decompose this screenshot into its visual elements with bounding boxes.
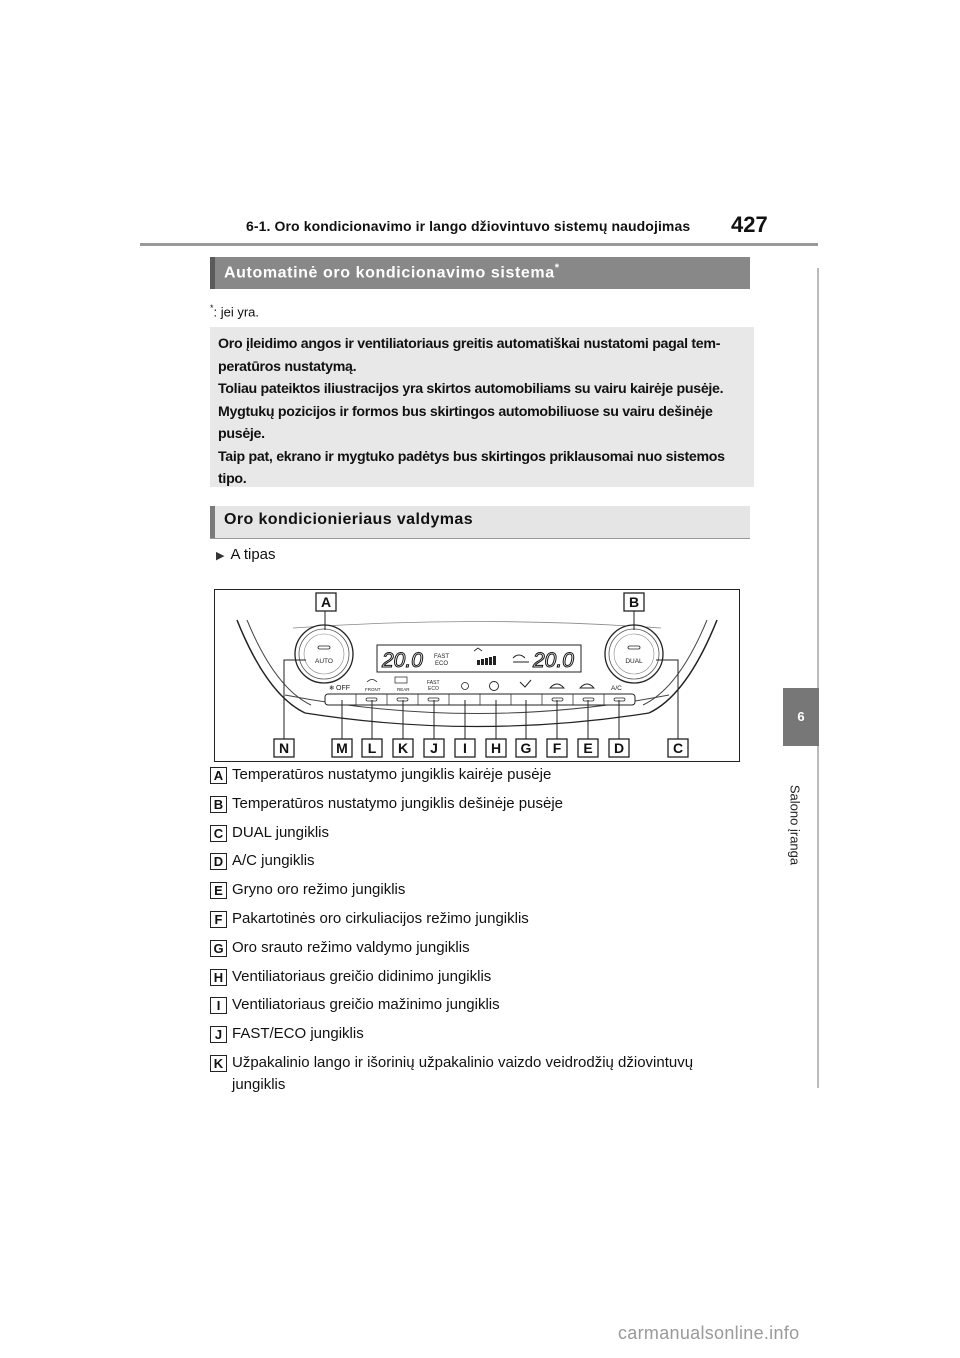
- legend-text: A/C jungiklis: [232, 852, 315, 869]
- legend-text: Temperatūros nustatymo jungiklis kairėje pusėje: [232, 766, 552, 783]
- off-label: OFF: [336, 685, 350, 692]
- callout-E: E: [583, 740, 593, 756]
- watermark: carmanualsonline.info: [618, 1323, 800, 1343]
- side-divider: [817, 268, 819, 1088]
- svg-text:❄: ❄: [329, 685, 335, 692]
- info-line: Taip pat, ekrano ir mygtuko padėtys bus skirtingos priklausomai nuo sistemos: [218, 448, 725, 465]
- legend-letter-box: J: [210, 1026, 227, 1043]
- callout-N: N: [278, 740, 290, 756]
- ac-panel-figure: [214, 589, 740, 762]
- legend-letter-box: B: [210, 796, 227, 813]
- header-divider: [140, 243, 818, 246]
- type-label: ▶ A tipas: [216, 546, 276, 563]
- callout-J: J: [430, 740, 438, 756]
- legend-text: Ventiliatoriaus greičio mažinimo jungiklis: [232, 996, 500, 1013]
- callout-M: M: [336, 740, 348, 756]
- section-bar-accent: [210, 257, 215, 289]
- info-line: Mygtukų pozicijos ir formos bus skirtingos automobiliuose su vairu dešinėje: [218, 403, 713, 420]
- section-title: Automatinė oro kondicionavimo sistema*: [224, 262, 560, 282]
- info-line: pusėje.: [218, 426, 265, 442]
- legend-text-continued: jungiklis: [232, 1076, 286, 1093]
- callout-B: B: [628, 594, 640, 610]
- section-bar-ac-controls: [210, 506, 750, 539]
- dual-label: DUAL: [625, 658, 643, 665]
- legend-text: DUAL jungiklis: [232, 824, 329, 841]
- section-header-title: 6-1. Oro kondicionavimo ir lango džiovintuvo sistemų naudojimas: [246, 218, 691, 234]
- display-fast: FAST: [434, 654, 450, 660]
- triangle-bullet-icon: ▶: [216, 550, 225, 562]
- callout-D: D: [613, 740, 625, 756]
- optional-mark: *: [554, 262, 560, 274]
- callout-G: G: [520, 740, 532, 756]
- legend-text: FAST/ECO jungiklis: [232, 1025, 364, 1042]
- legend-text: Ventiliatoriaus greičio didinimo jungiklis: [232, 968, 492, 985]
- left-temp-readout: 20.0: [382, 649, 423, 672]
- chapter-tab[interactable]: 6: [783, 688, 819, 746]
- info-line: Oro įleidimo angos ir ventiliatoriaus greitis automatiškai nustatomi pagal tem-: [218, 336, 721, 352]
- fast-label: FAST: [427, 680, 440, 686]
- info-line: peratūros nustatymą.: [218, 358, 357, 375]
- callout-F: F: [552, 740, 562, 756]
- eco-label: ECO: [428, 686, 439, 692]
- legend-letter-box: F: [210, 911, 227, 928]
- callout-I: I: [463, 740, 467, 756]
- legend-letter-box: E: [210, 882, 227, 899]
- legend-letter-box: G: [210, 940, 227, 957]
- section-bar-auto-ac: [210, 257, 750, 289]
- auto-label: AUTO: [315, 658, 333, 665]
- display-eco: ECO: [435, 661, 449, 667]
- callout-K: K: [397, 740, 409, 756]
- legend-letter-box: A: [210, 767, 227, 784]
- legend-text: Temperatūros nustatymo jungiklis dešinėje pusėje: [232, 795, 564, 812]
- legend-letter-box: K: [210, 1055, 227, 1072]
- callout-A: A: [320, 594, 332, 610]
- page-number: 427: [731, 212, 768, 237]
- legend-text: Užpakalinio lango ir išorinių užpakalinio vaizdo veidrodžių džiovintuvų: [232, 1054, 694, 1071]
- callout-L: L: [367, 740, 377, 756]
- info-box: [210, 327, 754, 487]
- callout-H: H: [490, 740, 502, 756]
- section-bar-accent: [210, 506, 215, 538]
- callout-C: C: [672, 740, 684, 756]
- legend-letter-box: H: [210, 969, 227, 986]
- legend-text: Pakartotinės oro cirkuliacijos režimo jungiklis: [232, 910, 529, 927]
- info-line: Toliau pateiktos iliustracijos yra skirtos automobiliams su vairu kairėje pusėje.: [218, 381, 724, 397]
- ac-panel-illustration: [215, 590, 739, 761]
- legend-letter-box: I: [210, 997, 227, 1014]
- legend-text: Oro srauto režimo valdymo jungiklis: [232, 939, 470, 956]
- section-title: Oro kondicionieriaus valdymas: [224, 511, 474, 528]
- right-temp-readout: 20.0: [533, 649, 574, 672]
- chapter-title-vertical: Salono įranga: [787, 784, 803, 866]
- rear-label: REAR: [397, 687, 410, 692]
- footnote: *: jei yra.: [210, 303, 260, 320]
- legend-letter-box: C: [210, 825, 227, 842]
- front-label: FRONT: [365, 687, 381, 692]
- legend-text: Gryno oro režimo jungiklis: [232, 881, 406, 898]
- info-line: tipo.: [218, 471, 247, 487]
- ac-label: A/C: [611, 685, 622, 692]
- legend-letter-box: D: [210, 853, 227, 870]
